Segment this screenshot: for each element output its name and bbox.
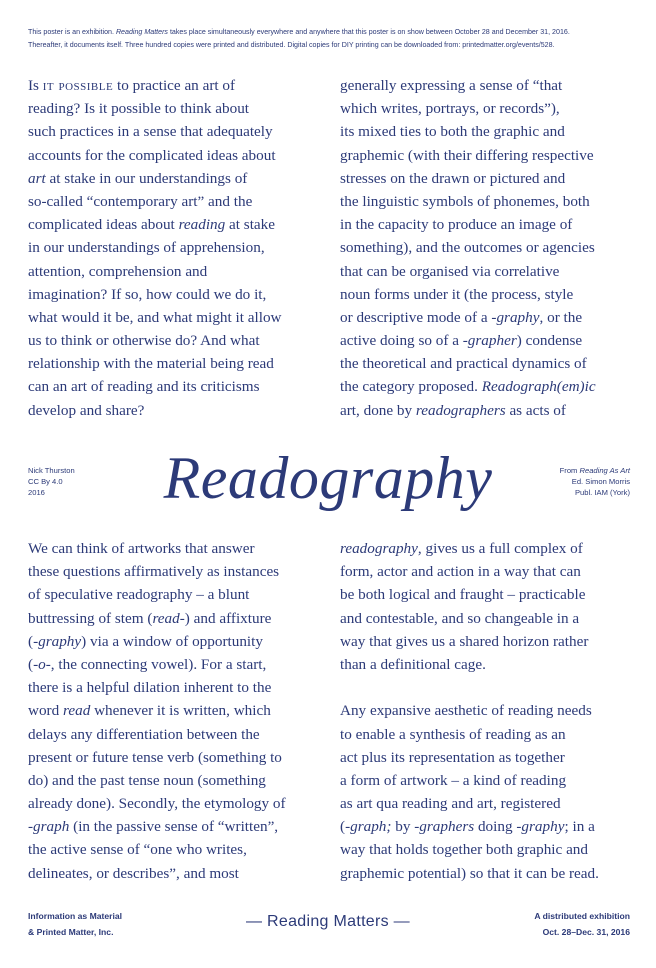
text-line: already done). Secondly, the etymology of xyxy=(28,795,286,813)
text-line: noun forms under it (the process, style xyxy=(340,285,574,303)
credit-line: Information as Material xyxy=(28,911,123,921)
text-line: its mixed ties to both the graphic and xyxy=(340,123,565,141)
text-line: imagination? If so, how could we do it, xyxy=(28,285,267,303)
text-line: We can think of artworks that answer xyxy=(28,540,255,557)
text-line: which writes, portrays, or records”), xyxy=(340,100,560,118)
text-line: -graph (in the passive sense of “written”, xyxy=(28,818,279,836)
text-line: active doing so of a -grapher) condense xyxy=(340,332,583,350)
text-line: that can be organised via correlative xyxy=(340,262,560,280)
text-line: graphemic (with their differing respective xyxy=(340,146,594,164)
text-line: a form of artwork – a kind of reading xyxy=(340,771,567,789)
credit-line: CC By 4.0 xyxy=(28,477,63,486)
essay-column-top-right xyxy=(340,74,636,422)
text-line: stresses on the drawn or pictured and xyxy=(340,169,566,187)
text-line: in our understandings of apprehension, xyxy=(28,239,265,257)
text-line: generally expressing a sense of “that xyxy=(340,77,563,94)
credit-line: Ed. Simon Morris xyxy=(571,477,630,486)
text-line: way that holds together both graphic and xyxy=(340,841,588,859)
text-line: us to think or otherwise do? And what xyxy=(28,332,260,350)
text-line: (-graphy) via a window of opportunity xyxy=(28,632,263,650)
text-line: the category proposed. Readograph(em)ic xyxy=(340,378,596,396)
text-line: delays any differentiation between the xyxy=(28,725,260,743)
text-line: Any expansive aesthetic of reading needs xyxy=(340,702,592,720)
text-line: art, done by readographers as acts of xyxy=(340,401,566,419)
header-line-2: Thereafter, it documents itself. Three hundred copies were printed and distributed. Digital copies for DIY printing can be downloaded from: printedmatter.org/events/528. xyxy=(28,41,555,49)
credit-line: Nick Thurston xyxy=(28,466,75,475)
credit-line: Publ. IAM (York) xyxy=(574,488,630,497)
text-line: readography, gives us a full complex of xyxy=(340,540,583,557)
text-line: graphemic potential) so that it can be read. xyxy=(340,864,599,882)
text-line: so-called “contemporary art” and the xyxy=(28,192,253,210)
text-line: can an art of reading and its criticisms xyxy=(28,378,260,396)
text-line: such practices in a sense that adequately xyxy=(28,123,273,141)
text-line: relationship with the material being read xyxy=(28,355,274,373)
credit-line: Oct. 28–Dec. 31, 2016 xyxy=(542,927,630,937)
credit-line: From Reading As Art xyxy=(559,466,630,475)
text-line: act plus its representation as together xyxy=(340,748,565,766)
text-line: be both logical and fraught – practicable xyxy=(340,586,586,604)
text-line: these questions affirmatively as instances xyxy=(28,563,280,581)
text-line: attention, comprehension and xyxy=(28,262,208,280)
text-line: way that gives us a shared horizon rather xyxy=(340,632,589,650)
text-line: of speculative readography – a blunt xyxy=(28,586,250,604)
poster-header-note xyxy=(28,26,628,52)
credit-line: 2016 xyxy=(28,488,45,497)
text-line: than a definitional cage. xyxy=(340,655,486,673)
text-line: (-graph; by -graphers doing -graphy; in a xyxy=(340,818,595,836)
text-line: Is it possible to practice an art of xyxy=(28,77,236,94)
essay-column-bottom-right xyxy=(340,537,636,885)
text-line: to enable a synthesis of reading as an xyxy=(340,725,566,743)
poster-title: Readography xyxy=(163,445,493,511)
text-line: accounts for the complicated ideas about xyxy=(28,146,276,164)
source-credit xyxy=(560,465,630,498)
text-line: what would it be, and what might it allow xyxy=(28,308,282,326)
text-line: word read whenever it is written, which xyxy=(28,702,271,720)
text-line: develop and share? xyxy=(28,401,145,419)
text-line: buttressing of stem (read-) and affixture xyxy=(28,609,272,627)
text-line: and contestable, and so changeable in a xyxy=(340,609,580,627)
text-line: present or future tense verb (something to xyxy=(28,748,282,766)
text-line: do) and the past tense noun (something xyxy=(28,771,266,789)
text-line: form, actor and action in a way that can xyxy=(340,563,581,581)
text-line: art at stake in our understandings of xyxy=(28,169,248,187)
text-line: or descriptive mode of a -graphy, or the xyxy=(340,308,583,326)
footer-dates xyxy=(534,908,630,940)
credit-line: A distributed exhibition xyxy=(534,911,630,921)
paragraph-gap xyxy=(340,676,636,699)
header-line-1: This poster is an exhibition. Reading Matters takes place simultaneously everywhere and anywhere that this poster is on show between October 28 and December 31, 2016. xyxy=(28,28,570,36)
text-line: in the capacity to produce an image of xyxy=(340,216,573,234)
text-line: complicated ideas about reading at stake xyxy=(28,216,276,234)
text-line: (-o-, the connecting vowel). For a start, xyxy=(28,655,267,673)
text-line: the active sense of “one who writes, xyxy=(28,841,247,859)
text-line: as art qua reading and art, registered xyxy=(340,795,561,813)
essay-column-top-left xyxy=(28,74,324,422)
text-line: reading? Is it possible to think about xyxy=(28,100,250,118)
text-line: there is a helpful dilation inherent to the xyxy=(28,679,272,697)
text-line: something), and the outcomes or agencies xyxy=(340,239,595,257)
essay-column-bottom-left xyxy=(28,537,324,885)
text-line: the theoretical and practical dynamics of xyxy=(340,355,587,373)
footer-exhibition-title: — Reading Matters — xyxy=(246,913,410,930)
text-line: delineates, or describes”, and most xyxy=(28,864,239,882)
text-line: the linguistic symbols of phonemes, both xyxy=(340,192,590,210)
credit-line: & Printed Matter, Inc. xyxy=(28,927,114,937)
